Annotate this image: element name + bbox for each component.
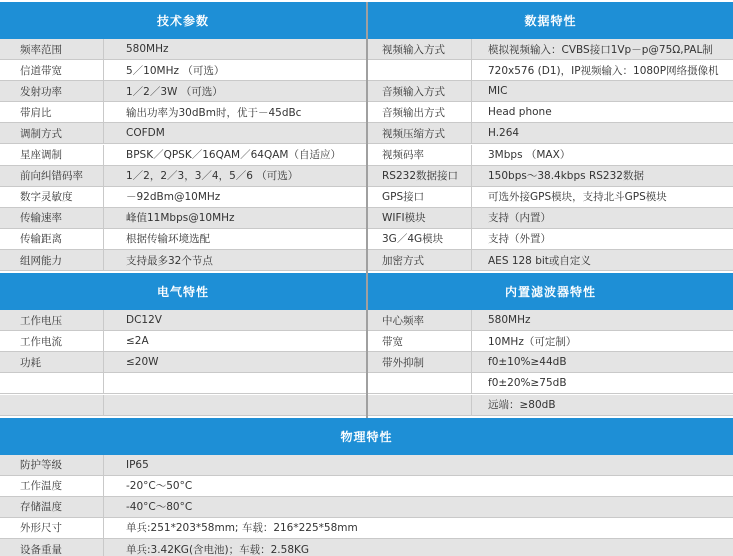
tech-row: [0, 187, 366, 208]
tech-row: [0, 166, 366, 187]
data-row-label: RS232数据接口: [368, 166, 472, 186]
data-row: [368, 187, 733, 208]
physical-section-title: 物理特性: [340, 429, 393, 444]
tech-row-label: 传输速率: [0, 208, 104, 228]
physical-row-value: -20°C～50°C: [126, 480, 193, 493]
filter-row-label: 中心频率: [368, 310, 472, 330]
tech-row-label: 频率范围: [0, 39, 104, 59]
data-row: [368, 39, 733, 60]
tech-row-label: 调制方式: [0, 123, 104, 143]
tech-row-value: 峰值11Mbps@10MHz: [126, 212, 235, 225]
data-row-value: 模拟视频输入：CVBS接口1Vp－p@75Ω,PAL制: [488, 43, 713, 56]
data-row-value: AES 128 bit或自定义: [488, 254, 591, 267]
data-row: [368, 166, 733, 187]
data-row-value: 支持（外置）: [488, 233, 551, 246]
electrical-row-label: 工作电压: [0, 310, 104, 330]
data-row-value: 3Mbps （MAX）: [488, 149, 571, 162]
data-row-label: [368, 60, 472, 80]
electrical-row: [0, 352, 366, 373]
data-row-label: 音频输出方式: [368, 102, 472, 122]
tech-row-label: 发射功率: [0, 81, 104, 101]
electrical-row-value: [104, 373, 366, 393]
tech-row-label: 传输距离: [0, 229, 104, 249]
tech-row: [0, 229, 366, 250]
data-row: [368, 229, 733, 250]
physical-row: [0, 539, 733, 556]
tech-row-label: 数字灵敏度: [0, 187, 104, 207]
filter-row-label: [368, 395, 472, 415]
electrical-row: [0, 373, 366, 394]
physical-row-value: 单兵:3.42KG(含电池)；车载：2.58KG: [126, 543, 310, 556]
tech-row: [0, 39, 366, 60]
tech-row: [0, 123, 366, 144]
physical-section-header: [0, 418, 733, 455]
electrical-row-label: 工作电流: [0, 331, 104, 351]
filter-row-label: [368, 373, 472, 393]
electrical-row: [0, 331, 366, 352]
filter-row-label: 带宽: [368, 331, 472, 351]
physical-row-label: 防护等级: [0, 455, 104, 475]
data-row: [368, 60, 733, 81]
data-row-value: 可选外接GPS模块，支持北斗GPS模块: [488, 191, 667, 204]
data-row-value: H.264: [488, 127, 520, 140]
electrical-row-label: 功耗: [0, 352, 104, 372]
filter-row: [368, 310, 733, 331]
data-row-value: 720x576 (D1)，IP视频输入：1080P网络摄像机: [488, 64, 719, 77]
tech-row-value: 580MHz: [126, 43, 169, 56]
electrical-row-label: [0, 373, 104, 393]
physical-row-label: 外形尺寸: [0, 518, 104, 538]
tech-row-label: 星座调制: [0, 145, 104, 165]
filter-row-value: 580MHz: [488, 314, 531, 327]
electrical-row-value: ≤2A: [126, 335, 149, 348]
filter-row: [368, 331, 733, 352]
data-row: [368, 145, 733, 166]
tech-row-value: 1／2，2／3，3／4，5／6 （可选）: [126, 170, 299, 183]
electrical-row-label: [0, 395, 104, 415]
electrical-row-value: ≤20W: [126, 356, 159, 369]
physical-row-value: 单兵:251*203*58mm; 车载：216*225*58mm: [126, 522, 358, 535]
electrical-section-header: [0, 273, 366, 310]
filter-section-title: 内置滤波器特性: [504, 285, 596, 300]
data-section-header: [368, 2, 733, 39]
filter-section-header: [368, 273, 733, 310]
physical-row: [0, 476, 733, 497]
electrical-section-title: 电气特性: [156, 285, 209, 300]
data-row-label: 3G／4G模块: [368, 229, 472, 249]
physical-row-value: -40°C～80°C: [126, 501, 193, 514]
data-row-label: 视频压缩方式: [368, 123, 472, 143]
data-row: [368, 250, 733, 271]
data-row: [368, 123, 733, 144]
filter-row-value: f0±10%≥44dB: [488, 356, 567, 369]
data-row-label: WIFI模块: [368, 208, 472, 228]
tech-row: [0, 102, 366, 123]
tech-row-value: 支持最多32个节点: [126, 254, 213, 267]
data-row: [368, 81, 733, 102]
data-row: [368, 208, 733, 229]
tech-row: [0, 208, 366, 229]
tech-row-value: －92dBm@10MHz: [126, 191, 221, 204]
tech-row-label: 前向纠错码率: [0, 166, 104, 186]
tech-row: [0, 60, 366, 81]
data-row-label: GPS接口: [368, 187, 472, 207]
physical-row-label: 工作温度: [0, 476, 104, 496]
filter-row: [368, 373, 733, 394]
data-row-value: MIC: [488, 85, 508, 98]
physical-row: [0, 455, 733, 476]
tech-row: [0, 250, 366, 271]
tech-row-label: 组网能力: [0, 250, 104, 270]
physical-row-label: 设备重量: [0, 539, 104, 556]
filter-row: [368, 352, 733, 373]
tech-row-label: 信道带宽: [0, 60, 104, 80]
filter-row: [368, 395, 733, 416]
tech-row-value: 5／10MHz （可选）: [126, 64, 225, 77]
data-row: [368, 102, 733, 123]
filter-row-value: f0±20%≥75dB: [488, 377, 567, 390]
data-row-value: 150bps～38.4kbps RS232数据: [488, 170, 644, 183]
physical-row-label: 存储温度: [0, 497, 104, 517]
filter-row-value: 10MHz（可定制）: [488, 335, 577, 348]
tech-row-value: BPSK／QPSK／16QAM／64QAM（自适应）: [126, 149, 341, 162]
data-row-label: 视频码率: [368, 145, 472, 165]
electrical-row-value: DC12V: [126, 314, 162, 327]
tech-row-value: 1／2／3W （可选）: [126, 85, 223, 98]
physical-row: [0, 497, 733, 518]
tech-row-value: 根据传输环境选配: [126, 233, 210, 246]
tech-row-value: COFDM: [126, 127, 165, 140]
data-row-value: Head phone: [488, 106, 552, 119]
data-section-title: 数据特性: [524, 14, 577, 28]
tech-section-header: [0, 2, 366, 39]
tech-row-label: 带肩比: [0, 102, 104, 122]
physical-row: [0, 518, 733, 539]
electrical-row: [0, 310, 366, 331]
tech-row: [0, 81, 366, 102]
tech-section-title: 技术参数: [156, 14, 209, 28]
data-row-label: 音频输入方式: [368, 81, 472, 101]
column-divider: [366, 2, 368, 418]
electrical-row-value: [104, 395, 366, 415]
data-row-label: 加密方式: [368, 250, 472, 270]
data-row-label: 视频输入方式: [368, 39, 472, 59]
electrical-row: [0, 395, 366, 416]
tech-row: [0, 145, 366, 166]
data-row-value: 支持（内置）: [488, 212, 551, 225]
physical-row-value: IP65: [126, 458, 149, 471]
filter-row-label: 带外抑制: [368, 352, 472, 372]
tech-row-value: 输出功率为30dBm时，优于－45dBc: [126, 106, 302, 119]
filter-row-value: 远端：≥80dB: [488, 399, 556, 412]
